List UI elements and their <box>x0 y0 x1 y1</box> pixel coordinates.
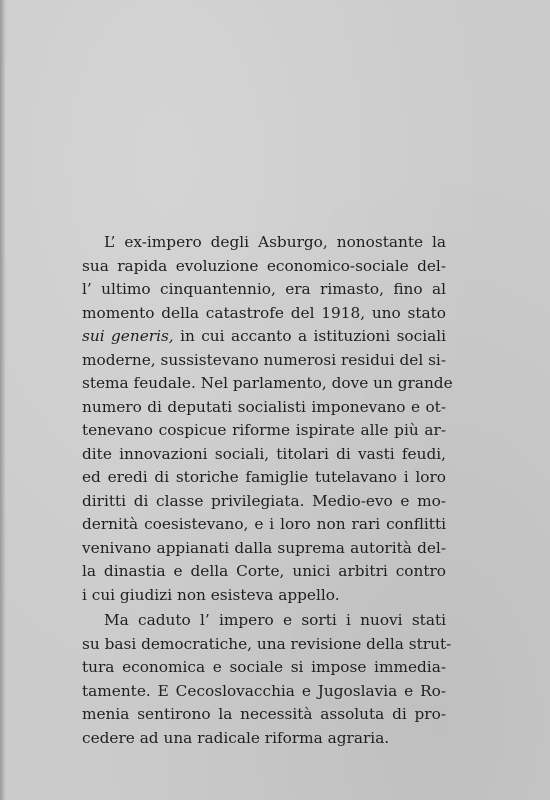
text-line: momento della catastrofe del 1918, uno stato <box>82 303 446 322</box>
text-line <box>82 325 446 349</box>
text-line: sua rapida evoluzione economico-sociale del- <box>82 256 446 275</box>
text-line: cedere ad una radicale riforma agraria. <box>82 728 390 747</box>
text-line: L’ ex-impero degli Asburgo, nonostante la <box>104 233 446 251</box>
text-line: la dinastia e della Corte, unici arbitri contro <box>82 562 446 580</box>
text-line: dite innovazioni sociali, titolari di vasti feudi, <box>82 444 446 463</box>
text-line: ed eredi di storiche famiglie tutelavano i loro <box>82 468 446 486</box>
text-line: diritti di classe privilegiata. Medio-evo e mo- <box>82 491 446 510</box>
text-line: tura economica e sociale si impose immedia- <box>82 658 446 676</box>
text-line: dernità coesistevano, e i loro non rari conflitti <box>82 515 446 533</box>
page-gutter-shadow <box>0 0 6 800</box>
text-line: Ma caduto l’ impero e sorti i nuovi stati <box>104 611 446 629</box>
italic-phrase: sui generis, <box>82 327 174 345</box>
text-line: tamente. E Cecoslovacchia e Jugoslavia e Ro- <box>82 681 446 700</box>
text-line: i cui giudizi non esisteva appello. <box>82 585 340 604</box>
paragraph-2 <box>82 609 452 750</box>
text-line: numero di deputati socialisti imponevano e ot- <box>82 397 446 416</box>
text-line: stema feudale. Nel parlamento, dove un grande <box>82 374 453 392</box>
text-line: menia sentirono la necessità assoluta di pro- <box>82 705 446 723</box>
text-line: l’ ultimo cinquantennio, era rimasto, fino al <box>82 280 446 298</box>
paragraph-1 <box>82 231 453 607</box>
body-text <box>82 231 453 750</box>
text-line-rest: in cui accanto a istituzioni sociali <box>173 327 446 345</box>
text-line: su basi democratiche, una revisione della strut- <box>82 634 452 653</box>
text-line: tenevano cospicue riforme ispirate alle più ar- <box>82 421 446 439</box>
text-line: moderne, sussistevano numerosi residui del si- <box>82 350 446 369</box>
text-line: venivano appianati dalla suprema autorità del- <box>82 538 446 557</box>
